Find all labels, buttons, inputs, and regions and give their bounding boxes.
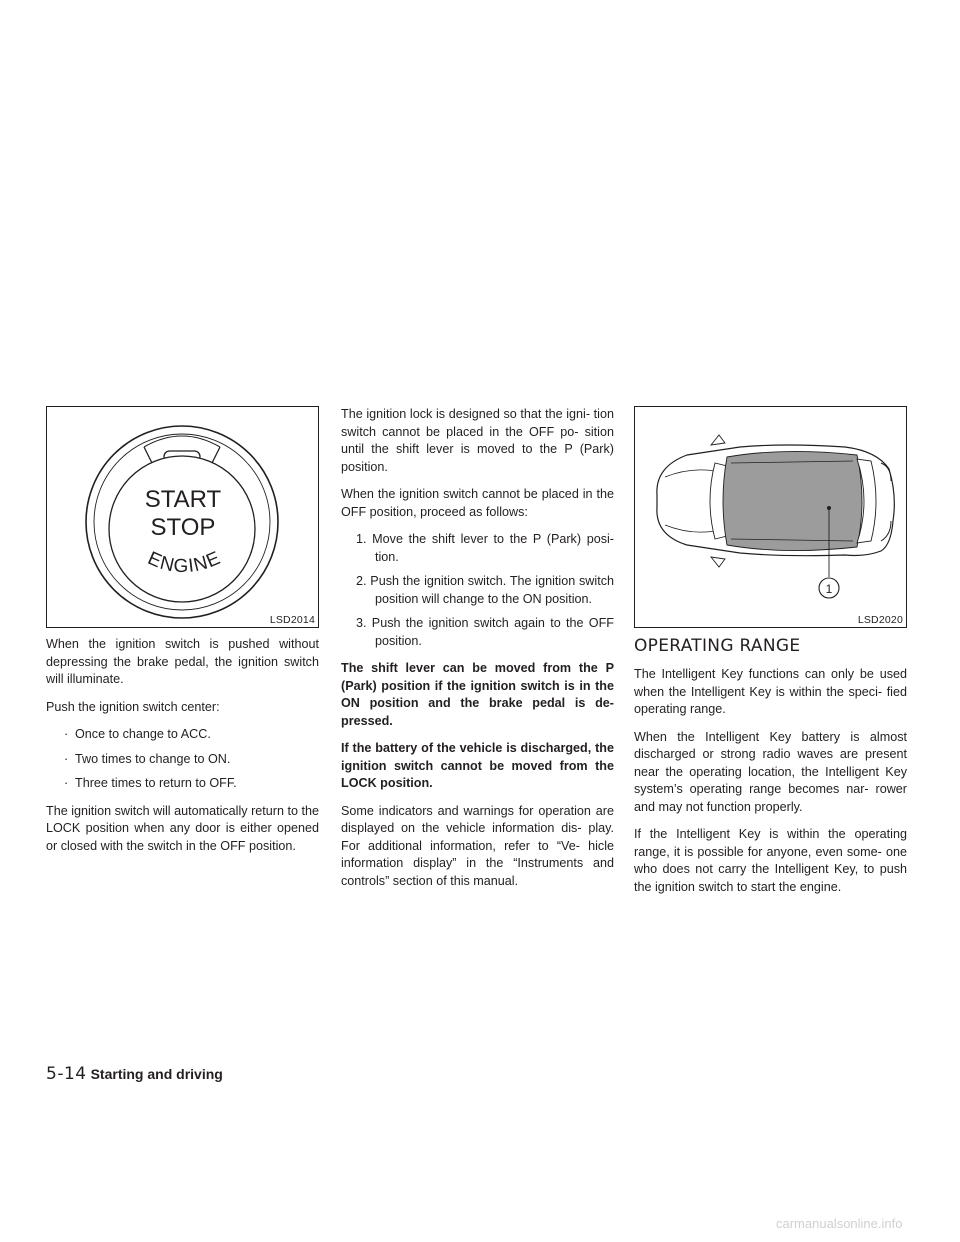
figure-code: LSD2014 [269, 614, 315, 626]
page-number: 5-14 [46, 1064, 87, 1084]
paragraph: The ignition lock is designed so that the igni- tion switch cannot be placed in the OFF po- sition until the shift lever is moved to the P (Park) position. [341, 407, 614, 474]
start-stop-button-illustration [47, 407, 318, 627]
paragraph: Some indicators and warnings for operation are displayed on the vehicle information dis- play. For additional information, refer to “Ve- hicle information display” in the “Instruments and controls” section of this manual. [341, 803, 614, 888]
paragraph: The Intelligent Key functions can only be used when the Intelligent Key is within the speci- fied operating range. [634, 667, 907, 716]
list-item: 2. Push the ignition switch. The ignition switch position will change to the ON position. [356, 574, 614, 606]
operating-range-figure [634, 406, 907, 628]
list-item: 3. Push the ignition switch again to the OFF position. [356, 616, 614, 648]
section-heading: OPERATING RANGE [634, 636, 801, 656]
column-right [634, 406, 907, 906]
column-middle [341, 406, 614, 900]
paragraph: When the Intelligent Key battery is almost discharged or strong radio waves are present near the operating location, the Intelligent Key system’s operating range becomes nar- rower and may not function properly. [634, 729, 907, 814]
car-top-view-illustration [635, 407, 906, 627]
engine-label-path: ENGINE [144, 547, 225, 578]
paragraph: Push the ignition switch center: [46, 699, 220, 714]
stop-label: STOP [150, 514, 216, 541]
bullet-list [46, 726, 319, 793]
start-stop-button-figure [46, 406, 319, 628]
paragraph: When the ignition switch cannot be placed in the OFF position, proceed as follows: [341, 487, 614, 519]
start-label: START [144, 486, 222, 513]
paragraph: When the ignition switch is pushed without depressing the brake pedal, the ignition switch will illuminate. [46, 637, 319, 686]
list-item: 1. Move the shift lever to the P (Park) posi- tion. [356, 532, 614, 564]
steps-list [341, 531, 614, 650]
list-item: · Two times to change to ON. [64, 751, 319, 769]
column-left [46, 406, 319, 865]
bold-note: If the battery of the vehicle is discharged, the ignition switch cannot be moved from the LOCK position. [341, 741, 614, 790]
paragraph: The ignition switch will automatically return to the LOCK position when any door is either opened or closed with the switch in the OFF position. [46, 803, 319, 853]
list-item: · Three times to return to OFF. [64, 775, 319, 793]
page-footer [46, 1064, 223, 1084]
bold-note: The shift lever can be moved from the P (Park) position if the ignition switch is in the ON position and the brake pedal is de- pressed. [341, 661, 614, 728]
callout-number: 1 [825, 582, 833, 596]
section-title: Starting and driving [90, 1066, 223, 1082]
list-item: · Once to change to ACC. [64, 726, 319, 744]
watermark: carmanualsonline.info [776, 1216, 903, 1231]
figure-code: LSD2020 [857, 614, 903, 626]
paragraph: If the Intelligent Key is within the operating range, it is possible for anyone, even some- one who does not carry the Intelligent Key, to push the ignition switch to start the engine. [634, 827, 907, 894]
